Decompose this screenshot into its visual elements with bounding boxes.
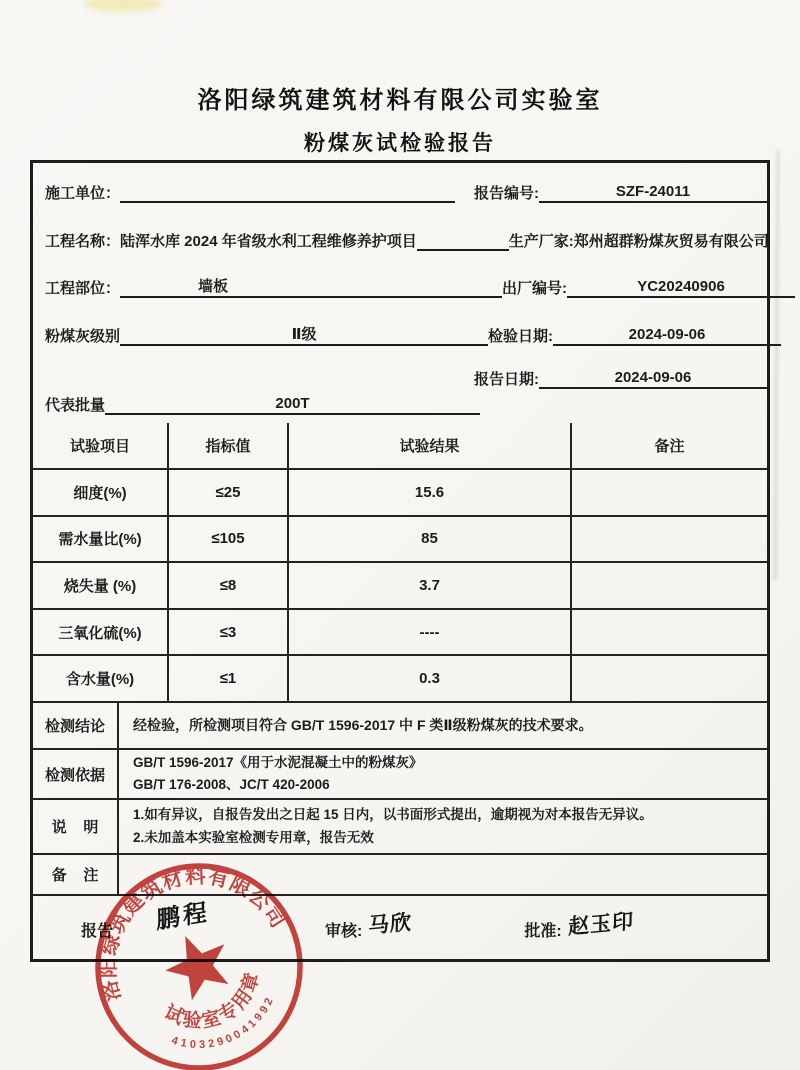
cell-limit-value: ≤3 xyxy=(168,609,288,656)
report-form-box xyxy=(30,160,770,962)
info-right-cell xyxy=(474,182,767,203)
notes-text: 1.如有异议，自报告发出之日起 15 日内，以书面形式提出，逾期视为对本报告无异议。 2.未加盖本实验室检测专用章，报告无效 xyxy=(133,807,653,845)
info-right-cell xyxy=(502,277,795,298)
info-row xyxy=(33,257,767,305)
seal-star xyxy=(156,923,240,1005)
cell-limit-value: ≤25 xyxy=(168,469,288,516)
col-header-limit: 指标值 xyxy=(168,423,288,469)
info-row xyxy=(33,163,767,209)
field-label: 粉煤灰级别 xyxy=(45,328,121,345)
table-row xyxy=(33,609,767,656)
col-header-item: 试验项目 xyxy=(33,423,168,469)
notes-row xyxy=(33,800,767,855)
field-label: 检验日期: xyxy=(488,328,554,345)
field-value-underlined: SZF-24011 xyxy=(539,183,767,203)
field-value-underlined: YC20240906 xyxy=(567,278,795,298)
table-row xyxy=(33,655,767,702)
reviewer-label: 审核: xyxy=(325,923,363,940)
seal-company-text: 洛阳绿筑建筑材料有限公司 xyxy=(96,864,291,1004)
cell-limit-value: ≤105 xyxy=(168,516,288,563)
info-left-cell xyxy=(33,369,474,389)
cell-test-result: 0.3 xyxy=(288,655,571,702)
field-value-underlined xyxy=(45,369,55,389)
field-label: 工程名称： xyxy=(45,233,121,250)
info-left-cell xyxy=(33,275,502,298)
field-value-underlined xyxy=(120,183,455,203)
field-label: 生产厂家: xyxy=(508,233,574,250)
cell-limit-value: ≤8 xyxy=(168,562,288,609)
field-value-underlined: 2024-09-06 xyxy=(539,369,767,389)
cell-note xyxy=(571,562,767,609)
field-label: 施工单位： xyxy=(45,185,121,202)
info-right-cell xyxy=(509,230,769,251)
table-row xyxy=(33,469,767,516)
field-value-underlined: 郑州超群粉煤灰贸易有限公司 xyxy=(573,233,769,250)
test-results-table xyxy=(33,423,767,703)
col-header-result: 试验结果 xyxy=(288,423,571,469)
cell-test-result: 15.6 xyxy=(288,469,571,516)
field-label: 代表批量 xyxy=(45,397,106,414)
info-row xyxy=(33,209,767,257)
document-title: 洛阳绿筑建筑材料有限公司实验室 xyxy=(197,87,603,114)
info-row xyxy=(33,393,767,423)
info-right-cell xyxy=(488,325,781,346)
field-label: 报告日期: xyxy=(474,371,539,388)
cell-test-item: 细度(%) xyxy=(33,469,168,516)
table-row xyxy=(33,562,767,609)
info-left-cell xyxy=(33,182,474,203)
paper-smudge xyxy=(84,0,162,12)
cell-note xyxy=(571,609,767,656)
cell-test-result: 85 xyxy=(288,516,571,563)
conclusion-text: 经检验，所检测项目符合 GB/T 1596-2017 中 F 类Ⅱ级粉煤灰的技术要求。 xyxy=(133,716,593,733)
col-header-note: 备注 xyxy=(571,423,767,469)
cell-limit-value: ≤1 xyxy=(168,655,288,702)
reviewer-signature: 马欣 xyxy=(368,909,413,938)
remark-label: 备 注 xyxy=(33,855,119,894)
report-signer-signature: 鹏程 xyxy=(156,898,210,935)
cell-note xyxy=(571,516,767,563)
report-signer-label: 报告 xyxy=(81,923,114,940)
paper-edge-shadow xyxy=(773,150,779,580)
cell-test-item: 烧失量 (%) xyxy=(33,562,168,609)
info-row xyxy=(33,353,767,393)
field-value-underlined: 200T xyxy=(105,395,480,415)
cell-test-item: 三氧化硫(%) xyxy=(33,609,168,656)
conclusion-row xyxy=(33,703,767,750)
info-left-cell xyxy=(33,323,488,346)
info-left-cell xyxy=(33,394,513,415)
underline-tail xyxy=(417,233,509,251)
basis-row xyxy=(33,750,767,800)
info-left-cell xyxy=(33,230,509,251)
notes-label: 说 明 xyxy=(33,800,119,853)
field-label: 出厂编号: xyxy=(502,280,568,297)
field-label: 工程部位： xyxy=(45,280,121,297)
approver-label: 批准: xyxy=(524,923,562,940)
approver-signature: 赵玉印 xyxy=(567,908,634,939)
info-row xyxy=(33,305,767,353)
basis-text: GB/T 1596-2017《用于水泥混凝土中的粉煤灰》 GB/T 176-2008、JC/T 420-2006 xyxy=(133,754,423,792)
table-header-row xyxy=(33,423,767,469)
cell-test-item: 需水量比(%) xyxy=(33,516,168,563)
conclusion-label: 检测结论 xyxy=(33,703,119,748)
info-right-cell xyxy=(513,395,767,415)
document-subtitle: 粉煤灰试检验报告 xyxy=(304,132,496,155)
field-value-underlined: Ⅱ级 xyxy=(120,323,488,346)
cell-test-item: 含水量(%) xyxy=(33,655,168,702)
seal-subtitle-text: 试验室专用章 xyxy=(160,968,265,1033)
field-label: 报告编号: xyxy=(474,185,539,202)
field-value-underlined: 墙板 xyxy=(120,275,502,298)
cell-note xyxy=(571,469,767,516)
basis-label: 检测依据 xyxy=(33,750,119,798)
info-right-cell xyxy=(474,368,767,389)
cell-note xyxy=(571,655,767,702)
info-section xyxy=(33,163,767,423)
cell-test-result: 3.7 xyxy=(288,562,571,609)
table-row xyxy=(33,516,767,563)
cell-test-result: ---- xyxy=(288,609,571,656)
seal-number-text: 4103290041992 xyxy=(169,993,278,1052)
field-value-underlined: 2024-09-06 xyxy=(553,326,781,346)
field-value-underlined: 陆浑水库 2024 年省级水利工程维修养护项目 xyxy=(120,233,417,250)
